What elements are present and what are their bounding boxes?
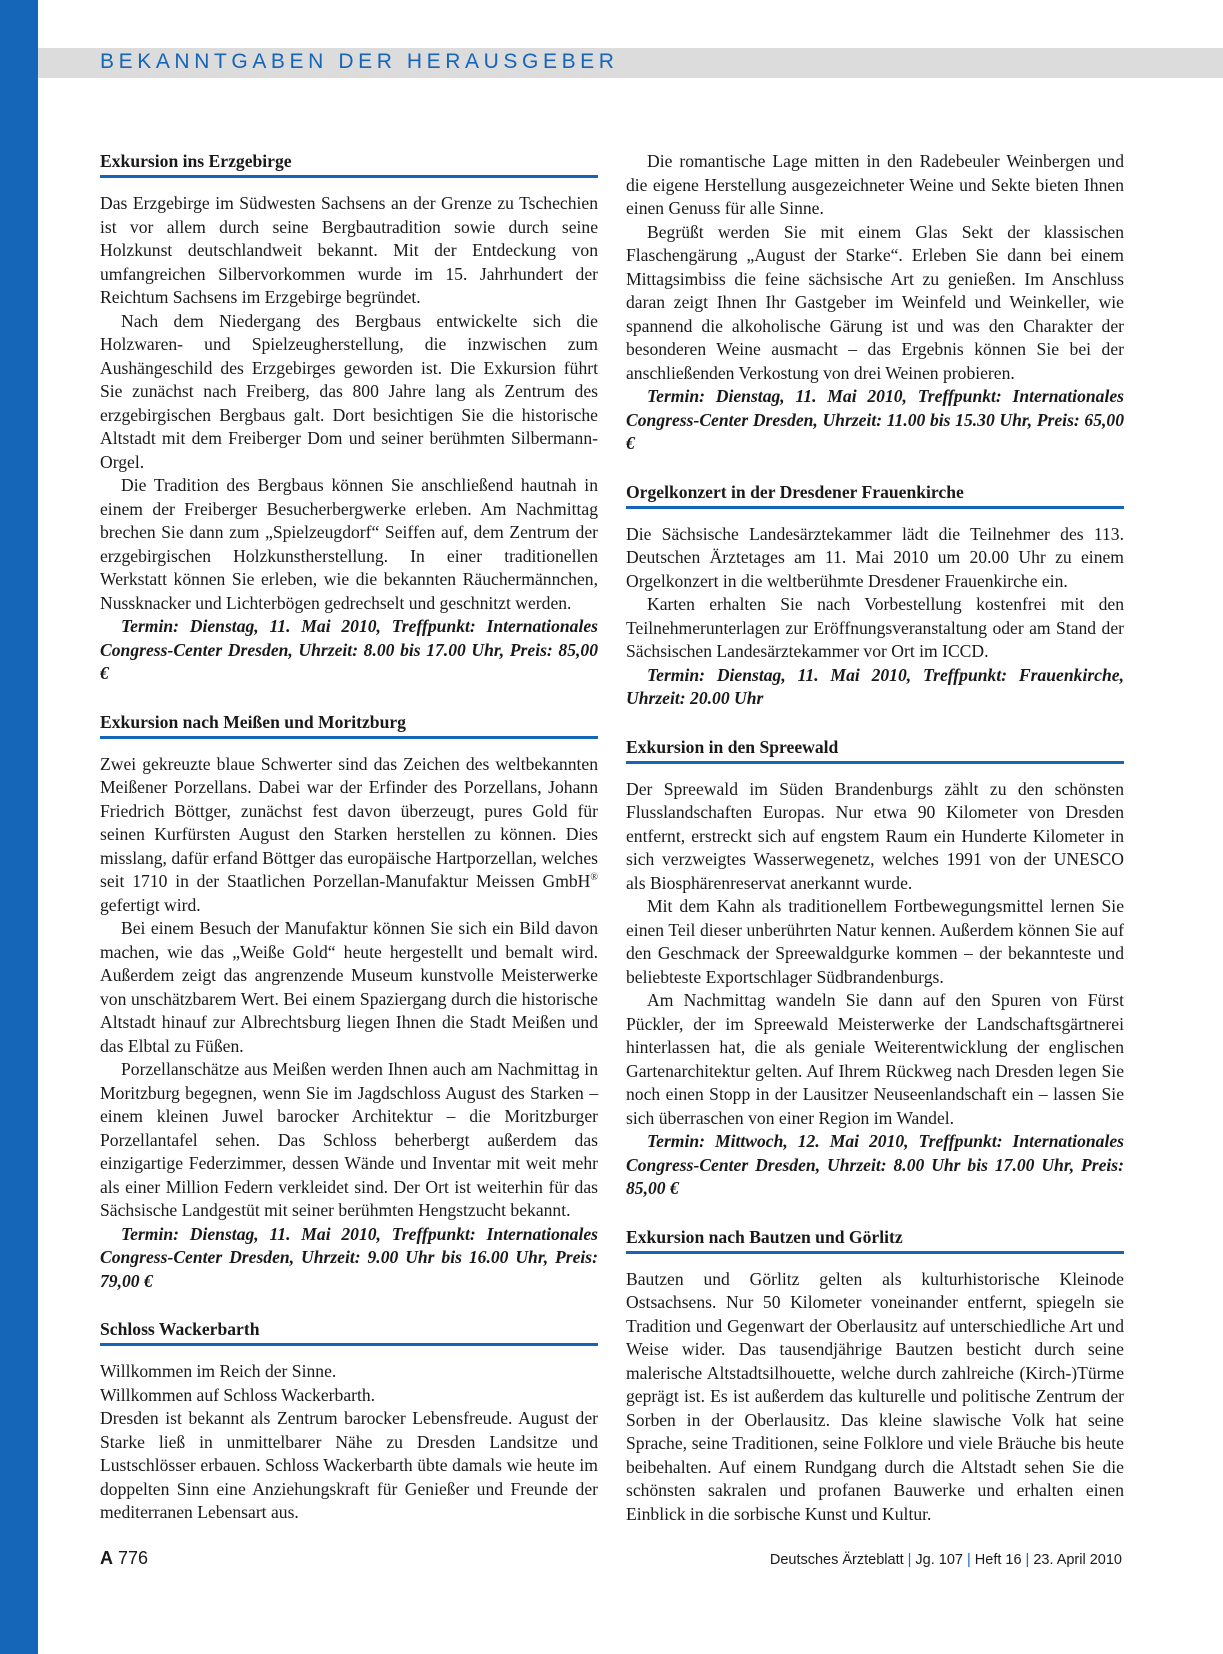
termin-line: Termin: Dienstag, 11. Mai 2010, Treffpunkt: Internationales Congress-Center Dresden, Uhrzeit: 9.00 Uhr bis 16.00 Uhr, Preis: 79,00 € (100, 1223, 598, 1291)
paragraph: Porzellanschätze aus Meißen werden Ihnen auch am Nachmittag in Moritzburg begegnen, wenn Sie im Jagdschloss August des Starken – einem kleinen Juwel barocker Architektur – die Moritzburger Porzellantafel sehen. Das Schloss beherbergt außerdem das einzigartige Federzimmer, dessen Wände und Inventar mit weit mehr als einer Million Federn verkleidet sind. Der Ort ist weiterhin für das Sächsische Landgestüt mit seiner berühmten Hengstzucht bekannt. (100, 1059, 598, 1220)
section-title: Exkursion nach Meißen und Moritzburg (100, 711, 598, 739)
section-title: Orgelkonzert in der Dresdener Frauenkirche (626, 481, 1124, 509)
left-accent-bar (0, 0, 38, 1654)
page-number-value: 776 (118, 1548, 149, 1568)
registered-mark: ® (590, 872, 598, 884)
text: Zwei gekreuzte blaue Schwerter sind das Zeichen des weltbekannten Meißener Porzellans. Dabei war der Erfinder des Porzellans, Johann Friedrich Böttger, zunächst fest davon überzeugt, pures Gold für seinen Kurfürsten August den Starken herstellen zu können. Dies misslang, dafür erfand Böttger das europäische Hartporzellan, welches seit 1710 in der Staatlichen Porzellan-Manufaktur Meissen GmbH (100, 753, 598, 891)
section-wackerbarth (100, 1318, 598, 1525)
section-bautzen (626, 1226, 1124, 1527)
section-wackerbarth-continued (626, 150, 1124, 456)
separator: | (967, 1552, 971, 1568)
right-column (626, 150, 1124, 1551)
section-title: Exkursion in den Spreewald (626, 736, 1124, 764)
section-erzgebirge (100, 150, 598, 686)
paragraph: Die Tradition des Bergbaus können Sie anschließend hautnah in einem der Freiberger Besucherbergwerke erleben. Am Nachmittag brechen Sie dann zum „Spielzeugdorf“ Seiffen auf, dem Zentrum der erzgebirgischen Holzkunstherstellung. In einer traditionellen Werkstatt können Sie erleben, wie die bekannten Räuchermännchen, Nussknacker und Lichterbögen gedrechselt und geschnitzt werden. (100, 475, 598, 613)
intro-line: Willkommen im Reich der Sinne. (100, 1361, 337, 1381)
termin-line: Termin: Mittwoch, 12. Mai 2010, Treffpunkt: Internationales Congress-Center Dresden, Uhrzeit: 8.00 Uhr bis 17.00 Uhr, Preis: 85,00 € (626, 1131, 1124, 1198)
paragraph: Die romantische Lage mitten in den Radebeuler Weinbergen und die eigene Herstellung ausgezeichneter Weine und Sekte bieten Ihnen einen Genuss für alle Sinne. (626, 151, 1124, 218)
termin-line: Termin: Dienstag, 11. Mai 2010, Treffpunkt: Internationales Congress-Center Dresden, Uhrzeit: 8.00 bis 17.00 Uhr, Preis: 85,00 € (100, 616, 598, 683)
section-meissen (100, 711, 598, 1294)
paragraph: Die Sächsische Landesärztekammer lädt die Teilnehmer des 113. Deutschen Ärztetages am 11. Mai 2010 um 20.00 Uhr zu einem Orgelkonzert in die weltberühmte Dresdener Frauenkirche ein. (626, 523, 1124, 591)
paragraph: Karten erhalten Sie nach Vorbestellung kostenfrei mit den Teilnehmerunterlagen zur Eröffnungsveranstaltung oder am Stand der Sächsischen Landesärztekammer vor Ort im ICCD. (626, 594, 1124, 661)
termin-line: Termin: Dienstag, 11. Mai 2010, Treffpunkt: Frauenkirche, Uhrzeit: 20.00 Uhr (626, 664, 1124, 708)
section-title: Exkursion ins Erzgebirge (100, 150, 598, 178)
paragraph: Bautzen und Görlitz gelten als kulturhistorische Kleinode Ostsachsens. Nur 50 Kilometer voneinander entfernt, spiegeln sie Tradition und Gegenwart der Oberlausitz auf unterschiedliche Art und Weise wider. Das tausendjährige Bautzen besticht durch seine malerische Altstadtsilhouette, welche durch zahlreiche (Kirch-)Türme geprägt ist. Es ist außerdem das kulturelle und politische Zentrum der Sorben in der Oberlausitz. Das kleine slawische Volk hat seine Sprache, seine Traditionen, seine Folklore und viele Bräuche bis heute beibehalten. Auf einem Rundgang durch die Altstadt sehen Sie die schönsten sakralen und profanen Bauwerke und erhalten einen Einblick in die sorbische Kunst und Kultur. (626, 1268, 1124, 1524)
section-title: Schloss Wackerbarth (100, 1318, 598, 1346)
text: gefertigt wird. (100, 894, 201, 915)
paragraph: Bei einem Besuch der Manufaktur können Sie sich ein Bild davon machen, wie das „Weiße Gold“ heute hergestellt und bemalt wird. Außerdem zeigt das angrenzende Museum kunstvolle Meisterwerke von unschätzbarem Wert. Bei einem Spaziergang durch die historische Altstadt hinauf zur Albrechtsburg liegen Ihnen die Stadt Meißen und das Elbtal zu Füßen. (100, 918, 598, 1056)
section-spreewald (626, 736, 1124, 1201)
paragraph: Mit dem Kahn als traditionellem Fortbewegungsmittel lernen Sie einen Teil dieser unberührten Natur kennen. Außerdem können Sie auf den Geschmack der Spreewaldgurke kommen – der bekannteste und beliebteste Exportschlager Südbrandenburgs. (626, 896, 1124, 987)
journal-name: Deutsches Ärzteblatt (769, 1552, 904, 1568)
page-number (100, 1548, 148, 1569)
volume: Jg. 107 (915, 1552, 963, 1568)
footer-citation (770, 1552, 1122, 1568)
paragraph: Das Erzgebirge im Südwesten Sachsens an der Grenze zu Tschechien ist vor allem durch seine Bergbautradition sowie durch seine Holzkunst deutschlandweit bekannt. Mit der Entdeckung von umfangreichen Silbervorkommen wurde im 15. Jahrhundert der Reichtum Sachsens im Erzgebirge begründet. (100, 193, 598, 307)
separator: | (1025, 1552, 1030, 1568)
paragraph: Dresden ist bekannt als Zentrum barocker Lebensfreude. August der Starke ließ in unmittelbarer Nähe zu Dresden Landsitze und Lustschlösser erbauen. Schloss Wackerbarth übte damals wie heute im doppelten Sinn eine Anziehungskraft für Genießer und Freunde der mediterranen Lebensart aus. (100, 1408, 598, 1522)
page-letter: A (100, 1548, 113, 1568)
paragraph: Begrüßt werden Sie mit einem Glas Sekt der klassischen Flaschengärung „August der Starke“. Erleben Sie dann bei einem Mittagsimbiss die feine sächsische Art zu genießen. Im Anschluss daran zeigt Ihnen Ihr Gastgeber im Weinfeld und Weinkeller, wie spannend die alkoholische Gärung ist und was den Charakter der besonderen Weine ausmacht – das Ergebnis können Sie bei der anschließenden Verkostung von drei Weinen probieren. (626, 221, 1124, 383)
left-column (100, 150, 598, 1550)
paragraph: Der Spreewald im Süden Brandenburgs zählt zu den schönsten Flusslandschaften Europas. Nur etwa 90 Kilometer von Dresden entfernt, erstreckt sich auf engstem Raum ein Hunderte Kilometer in sich verzweigtes Wasserwegenetz, welches 1991 von der UNESCO als Biosphärenreservat anerkannt wurde. (626, 778, 1124, 893)
intro-line: Willkommen auf Schloss Wackerbarth. (100, 1384, 376, 1405)
paragraph (100, 753, 598, 918)
date: 23. April 2010 (1033, 1552, 1122, 1568)
section-title: Exkursion nach Bautzen und Görlitz (626, 1226, 1124, 1254)
paragraph: Am Nachmittag wandeln Sie dann auf den Spuren von Fürst Pückler, der im Spreewald Meisterwerke der Landschaftsgärtnerei hinterlassen hat, die als geniale Weiterentwicklung der englischen Gartenarchitektur gelten. Auf Ihrem Rückweg nach Dresden legen Sie noch einen Stopp in der Lausitzer Neuseenlandschaft ein – lassen Sie sich überraschen von einer Region im Wandel. (626, 990, 1124, 1128)
separator: | (907, 1552, 912, 1568)
section-header: BEKANNTGABEN DER HERAUSGEBER (100, 50, 619, 73)
section-orgelkonzert (626, 481, 1124, 711)
issue: Heft 16 (974, 1552, 1022, 1568)
termin-line: Termin: Dienstag, 11. Mai 2010, Treffpunkt: Internationales Congress-Center Dresden, Uhrzeit: 11.00 bis 15.30 Uhr, Preis: 65,00 € (626, 386, 1124, 453)
paragraph: Nach dem Niedergang des Bergbaus entwickelte sich die Holzwaren- und Spielzeugherstellung, die inzwischen zum Aushängeschild des Erzgebirges geworden ist. Die Exkursion führt Sie zunächst nach Freiberg, das 800 Jahre lang als Zentrum des erzgebirgischen Bergbaus galt. Dort besichtigen Sie die historische Altstadt mit dem Freiberger Dom und seiner berühmten Silbermann-Orgel. (100, 310, 598, 472)
